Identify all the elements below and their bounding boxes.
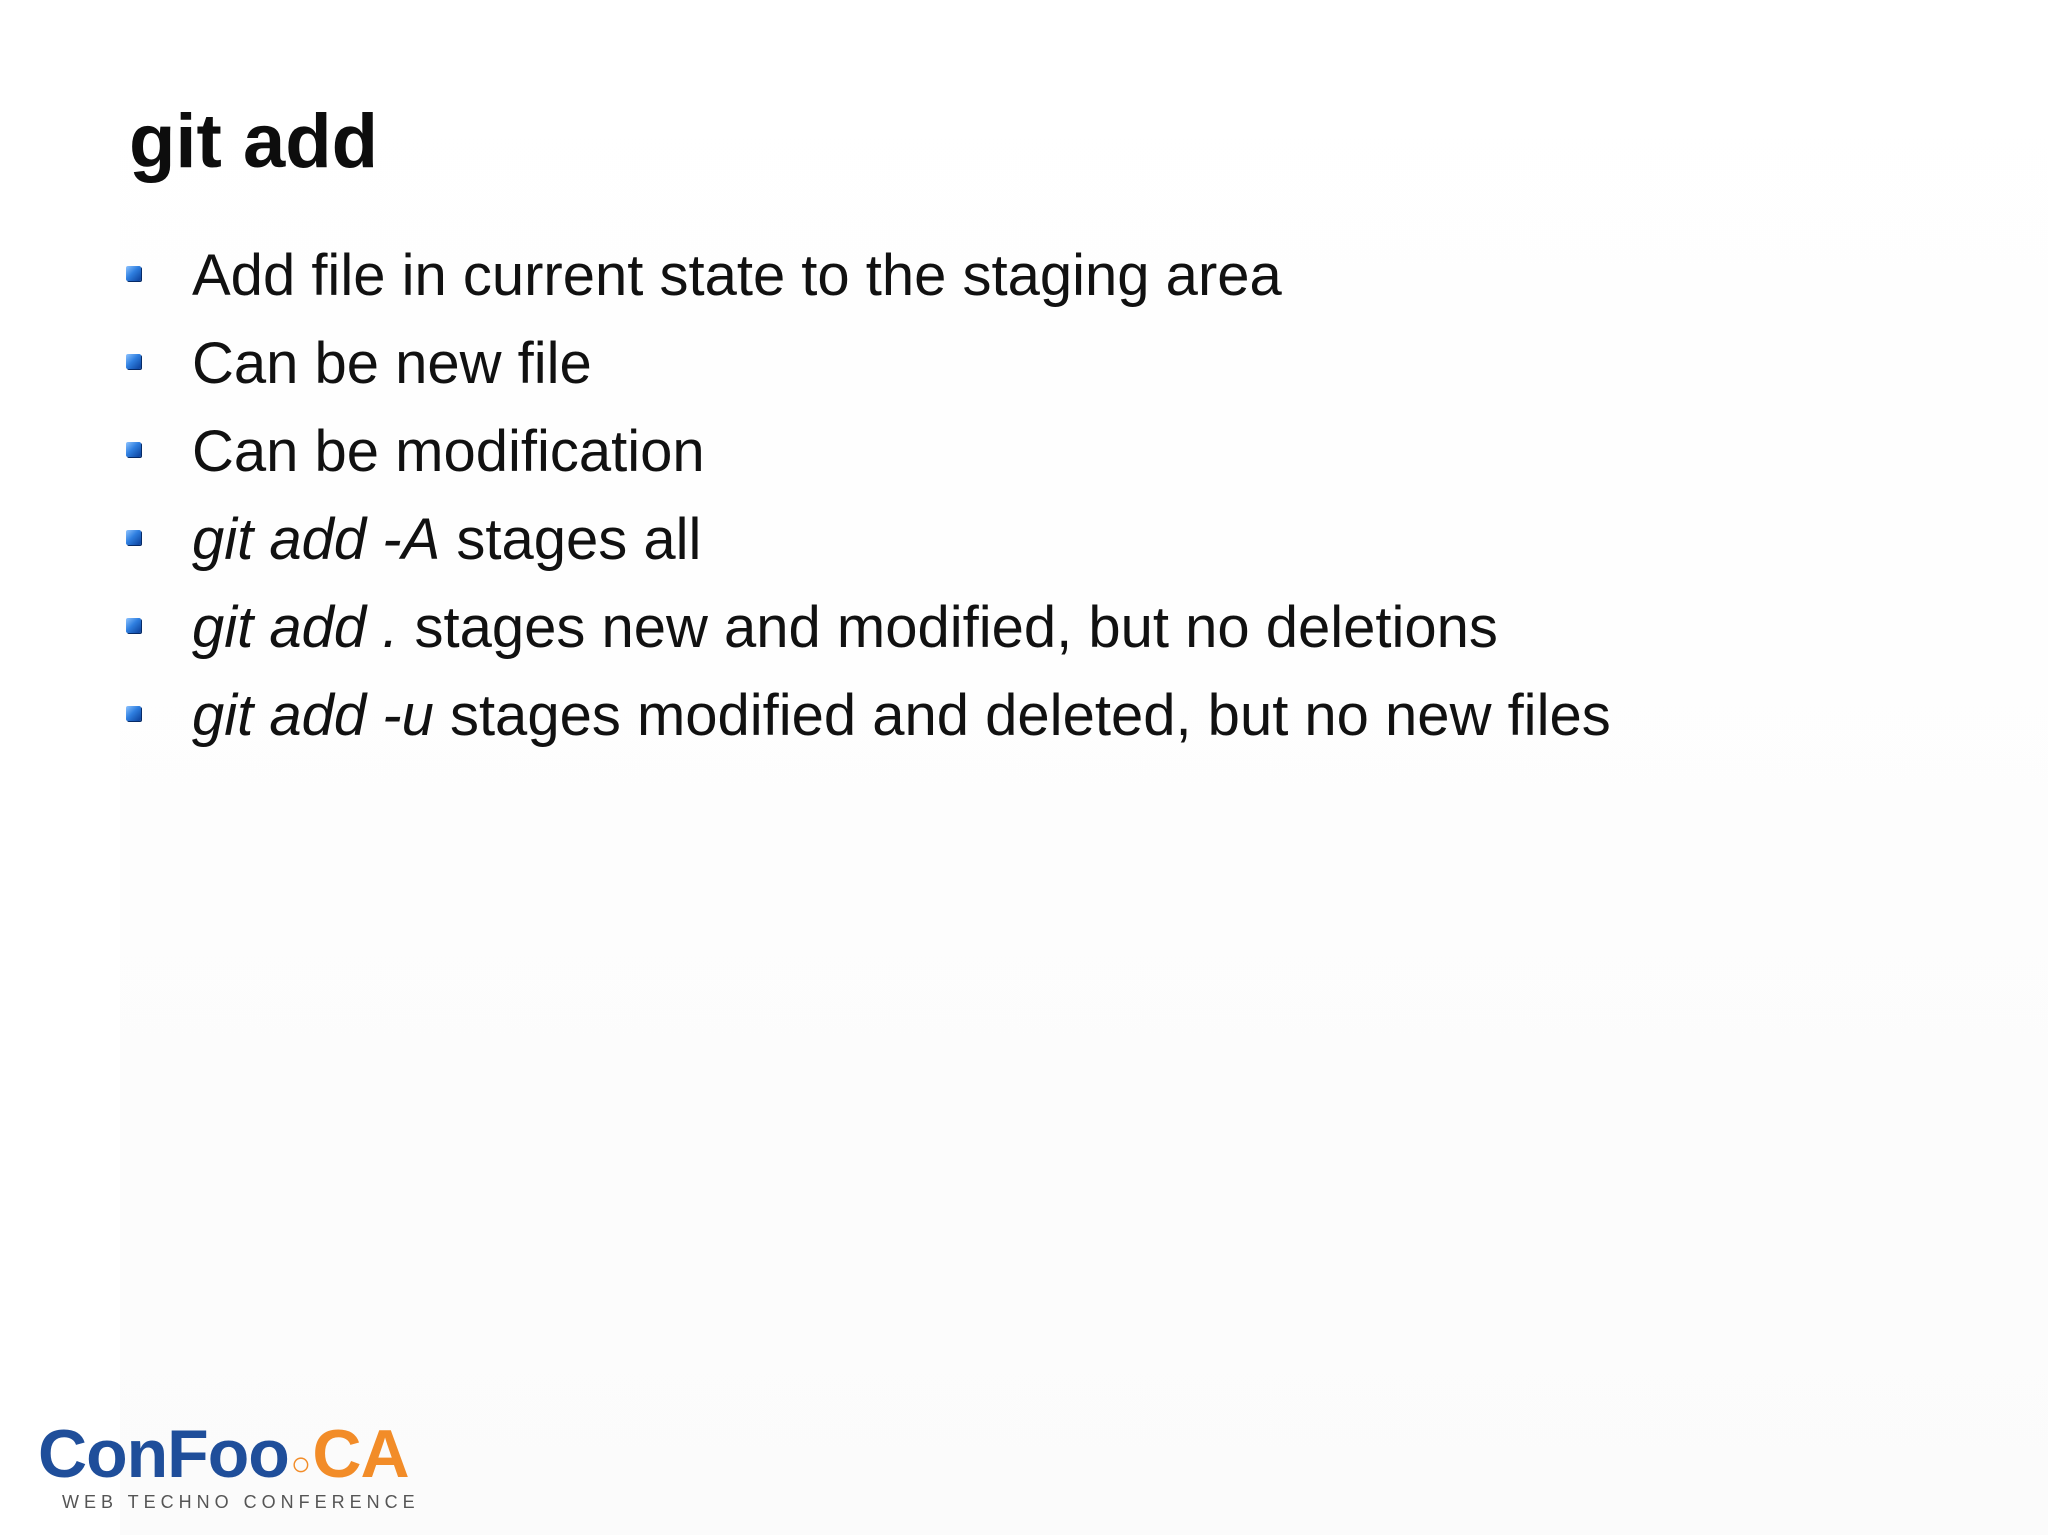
bullet-description: Can be new file [192, 331, 592, 396]
bullet-text [192, 408, 705, 496]
confoo-logo [38, 1416, 418, 1516]
bullet-text [192, 232, 1282, 320]
logo-tagline: WEB TECHNO CONFERENCE [62, 1492, 420, 1512]
square-bullet-icon [126, 618, 141, 633]
content-panel [120, 0, 2048, 1535]
bullet-command: git add -A [192, 507, 441, 572]
bullet-text [192, 496, 701, 584]
bullet-description: Add file in current state to the staging area [192, 243, 1282, 308]
logo-suffix: CA [312, 1416, 409, 1492]
bullet-command: git add -u [192, 683, 434, 748]
square-bullet-icon [126, 706, 141, 721]
slide-title: git add [129, 99, 379, 184]
bullet-description: stages new and modified, but no deletions [398, 595, 1498, 660]
square-bullet-icon [126, 442, 141, 457]
bullet-command: git add . [192, 595, 399, 660]
square-bullet-icon [126, 354, 141, 369]
bullet-description: stages modified and deleted, but no new files [433, 683, 1611, 748]
square-bullet-icon [126, 530, 141, 545]
logo-wordmark [38, 1416, 409, 1504]
bullet-text [192, 320, 592, 408]
logo-name: ConFoo [38, 1416, 289, 1492]
bullet-text [192, 584, 1498, 672]
bullet-description: Can be modification [192, 419, 705, 484]
bullet-description: stages all [440, 507, 702, 572]
logo-dot: ○ [290, 1445, 311, 1483]
square-bullet-icon [126, 266, 141, 281]
bullet-text [192, 672, 1611, 760]
